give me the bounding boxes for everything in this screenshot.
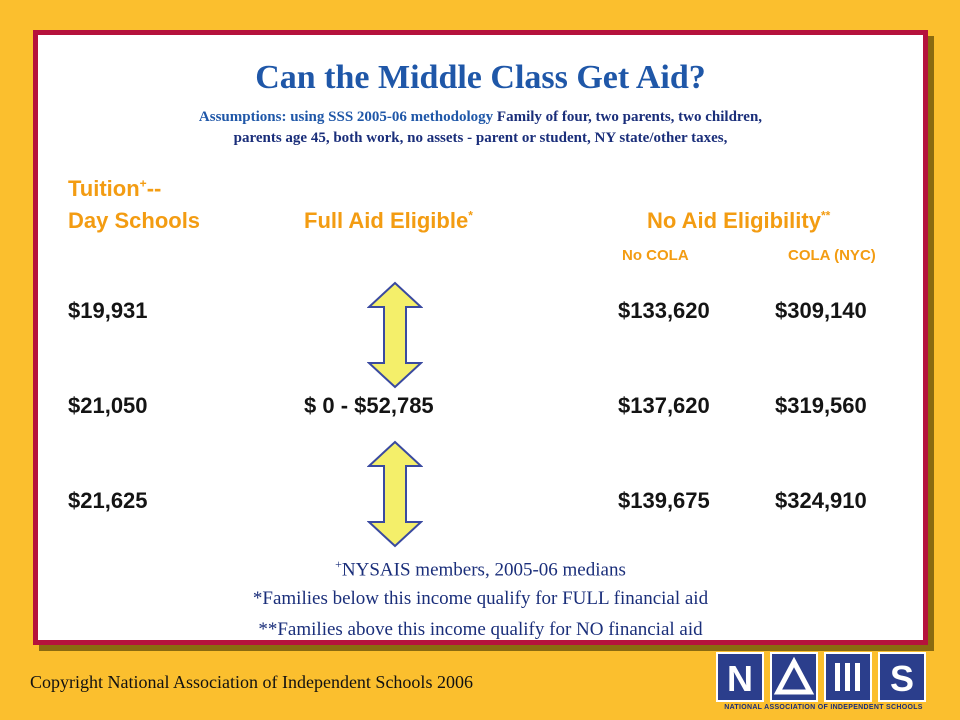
row1-cola: $309,140 xyxy=(775,298,867,323)
row2-cola: $319,560 xyxy=(775,393,867,418)
assumptions-family: Family of four, two parents, two children, xyxy=(496,109,763,125)
row1-tuition: $19,931 xyxy=(68,298,148,323)
note-medians-mark: + xyxy=(335,557,342,571)
note-medians-text: NYSAIS members, 2005-06 medians xyxy=(341,559,626,581)
assumptions-lead: Assumptions: using SSS 2005-06 methodology xyxy=(198,109,494,125)
logo-tile-triangle xyxy=(770,652,818,702)
logo-tile-n: N xyxy=(716,652,764,702)
double-arrow-icon xyxy=(367,440,423,548)
row1-no-cola: $133,620 xyxy=(618,298,710,323)
note-no-aid: **Families above this income qualify for NO financial aid xyxy=(258,619,703,640)
header-full-aid-label: Full Aid Eligible xyxy=(304,208,469,233)
header-tuition-dash: -- xyxy=(146,176,162,201)
header-day-schools: Day Schools xyxy=(68,208,201,233)
slide-title: Can the Middle Class Get Aid? xyxy=(255,59,706,96)
header-no-aid-mark: ** xyxy=(820,208,831,223)
nais-logo xyxy=(716,652,931,718)
header-tuition xyxy=(68,176,161,202)
row2-full-aid: $ 0 - $52,785 xyxy=(304,393,434,418)
subheader-cola: COLA (NYC) xyxy=(788,247,876,264)
logo-tile-s: S xyxy=(878,652,926,702)
logo-caption: NATIONAL ASSOCIATION OF INDEPENDENT SCHOOLS xyxy=(724,704,923,711)
header-full-aid-mark: * xyxy=(468,208,473,223)
note-medians xyxy=(38,557,923,581)
row3-tuition: $21,625 xyxy=(68,488,148,513)
assumptions xyxy=(38,107,923,149)
assumptions-detail: parents age 45, both work, no assets - parent or student, NY state/other taxes, xyxy=(233,130,728,146)
header-tuition-label: Tuition xyxy=(68,176,140,201)
double-arrow-icon xyxy=(367,281,423,389)
slide-panel xyxy=(33,30,928,645)
header-full-aid xyxy=(304,208,473,234)
header-no-aid xyxy=(647,208,830,234)
copyright: Copyright National Association of Independent Schools 2006 xyxy=(30,672,473,692)
row3-no-cola: $139,675 xyxy=(618,488,710,513)
row2-no-cola: $137,620 xyxy=(618,393,710,418)
logo-tile-bars xyxy=(824,652,872,702)
note-full-aid: *Families below this income qualify for FULL financial aid xyxy=(252,588,709,609)
row2-tuition: $21,050 xyxy=(68,393,148,418)
header-no-aid-label: No Aid Eligibility xyxy=(647,208,821,233)
row3-cola: $324,910 xyxy=(775,488,867,513)
subheader-no-cola: No COLA xyxy=(622,247,689,264)
header-tuition-mark: + xyxy=(139,176,147,191)
